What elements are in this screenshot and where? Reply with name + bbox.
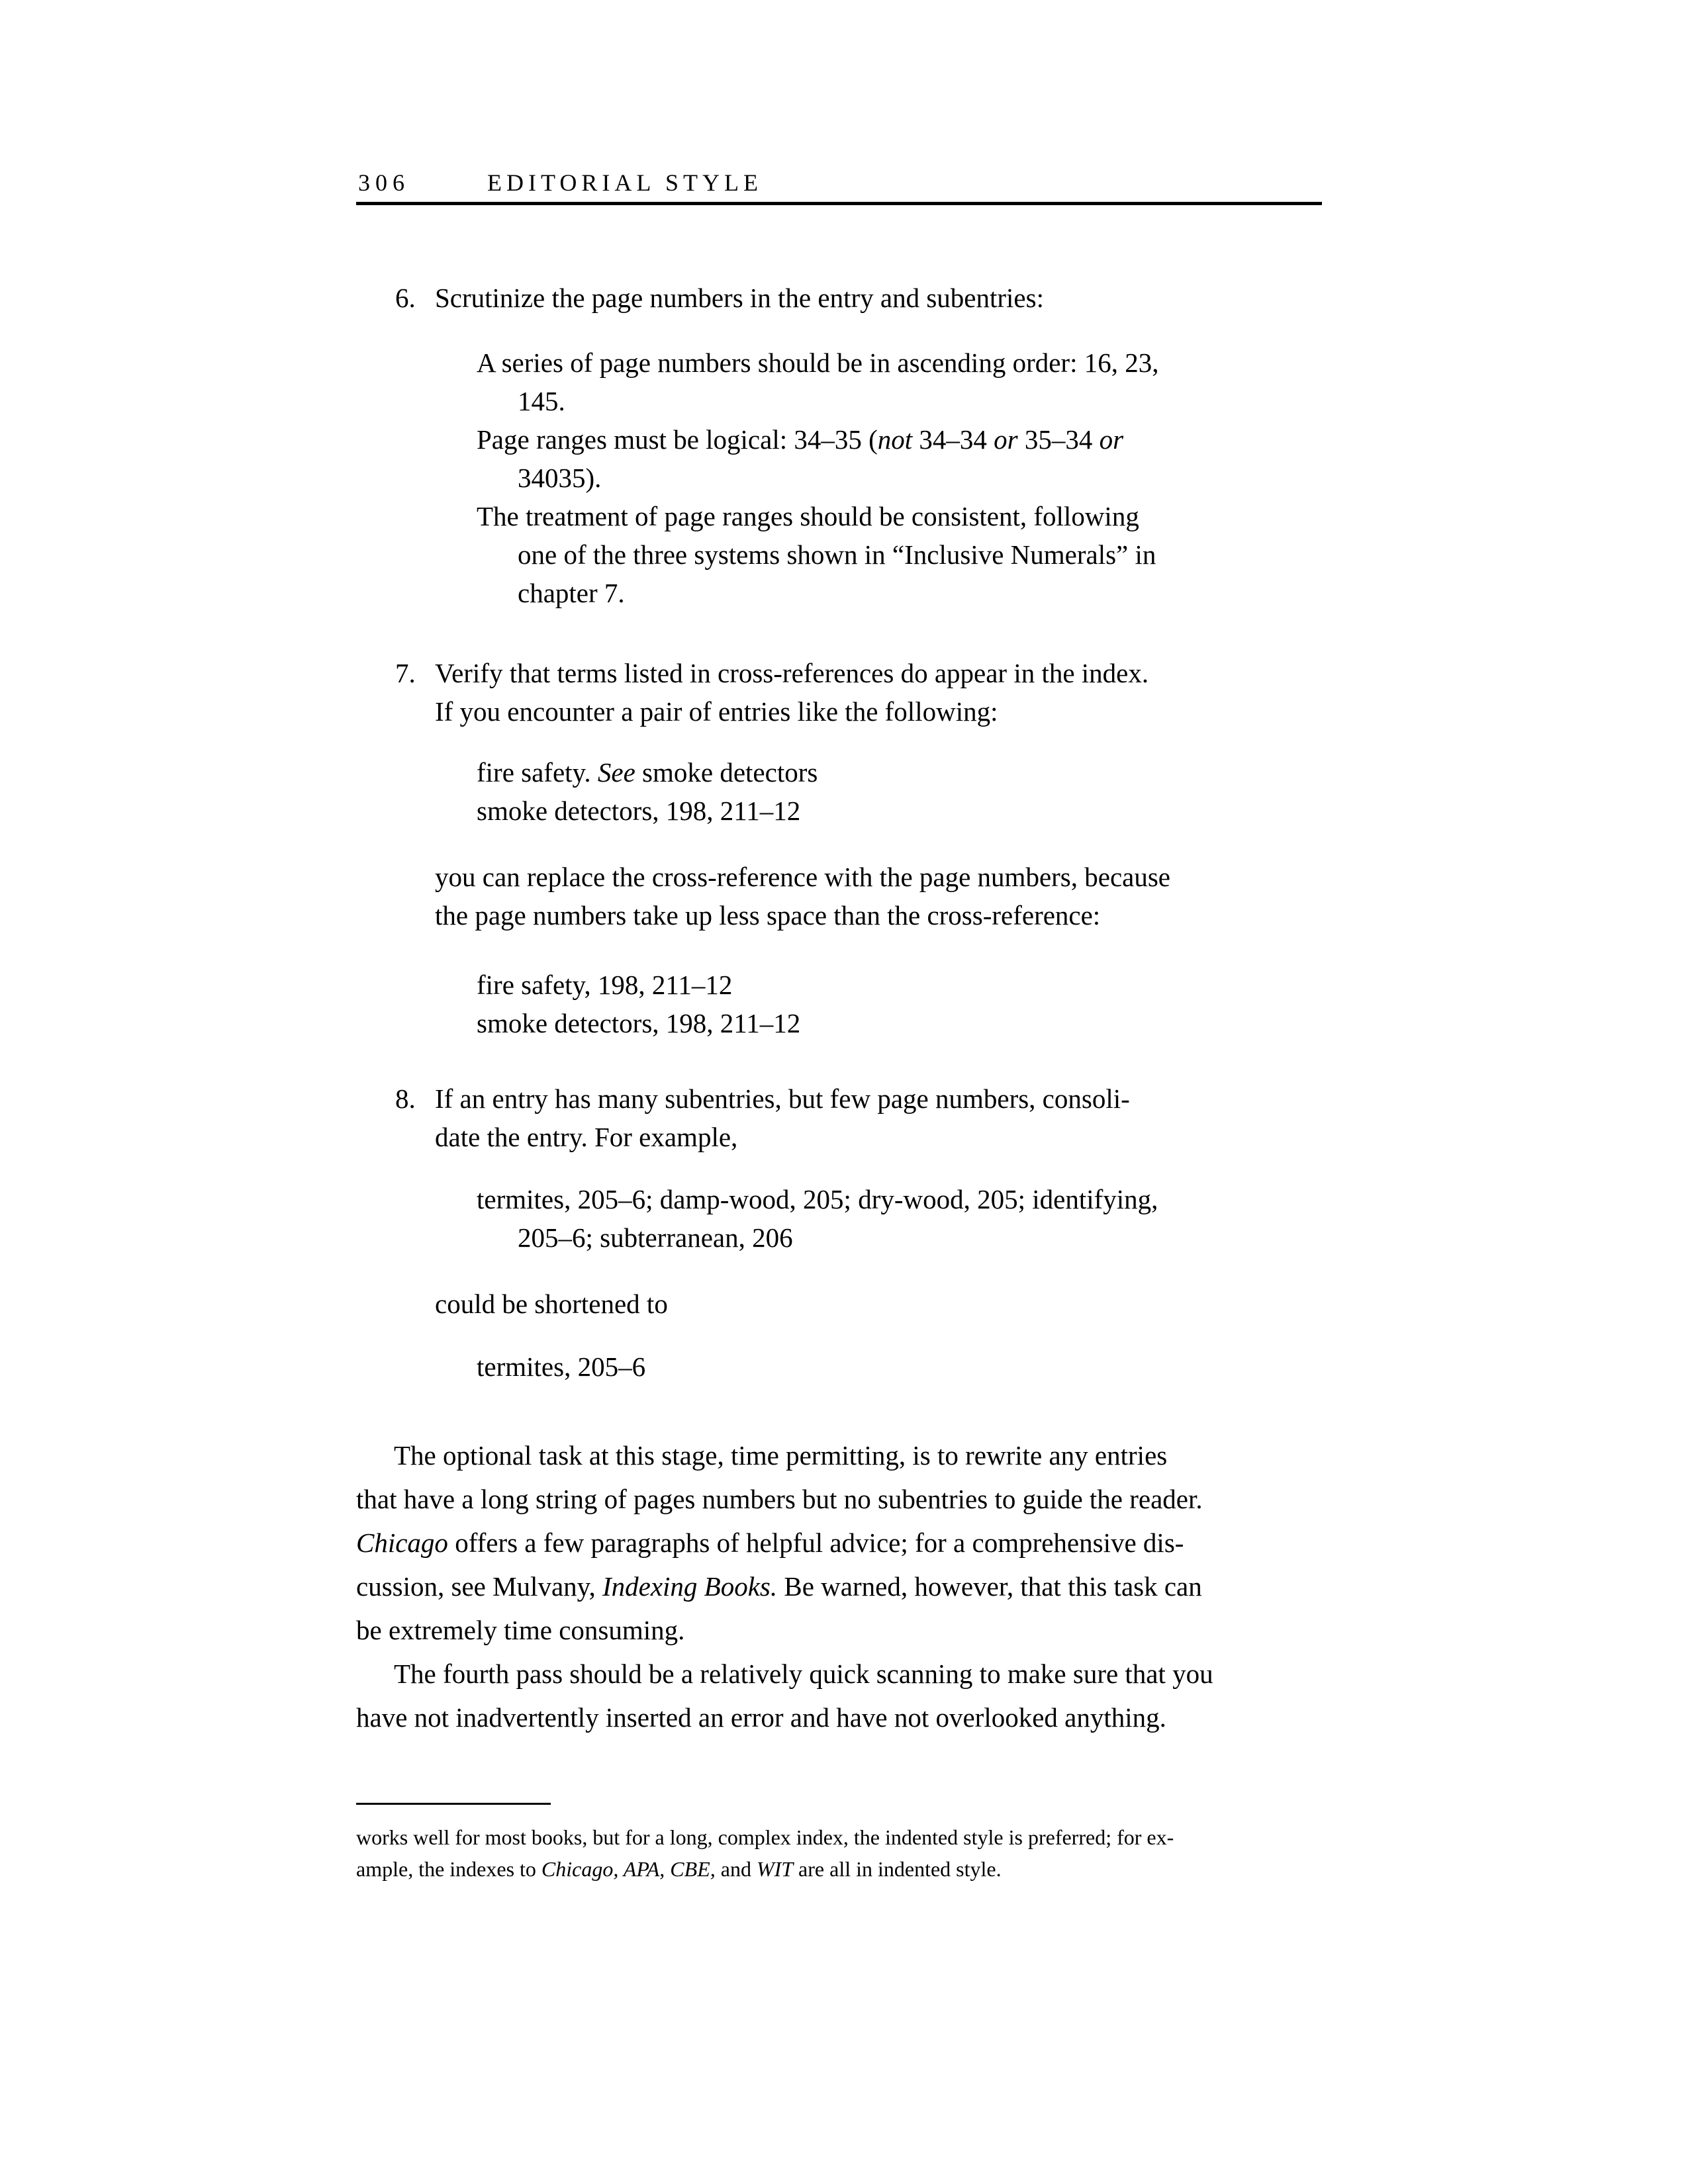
page-body (356, 279, 1322, 1885)
text-line (435, 1285, 1322, 1323)
text-line (477, 966, 1322, 1004)
example (356, 1347, 1322, 1386)
text-run: A series of page numbers should be in ascending order: 16, 23, (477, 347, 1159, 378)
text-run: date the entry. For example, (435, 1122, 738, 1152)
example (356, 753, 1322, 830)
item-text (356, 1285, 1322, 1323)
text-run: Scrutinize the page numbers in the entry and subentries: (435, 283, 1044, 313)
item-text (356, 858, 1322, 934)
text-run: smoke detectors, 198, 211–12 (477, 1008, 801, 1038)
italic-text: Chicago, APA, CBE, (541, 1857, 716, 1881)
italic-text: See (597, 757, 635, 788)
italic-text: WIT (756, 1857, 794, 1881)
text-run: fire safety, 198, 211–12 (477, 970, 733, 1000)
paragraph (356, 1433, 1322, 1652)
text-run: 34–34 (912, 424, 994, 455)
example (356, 343, 1322, 612)
text-run: The treatment of page ranges should be consistent, following (477, 501, 1139, 531)
text-line (518, 459, 1322, 497)
text-line (477, 420, 1322, 459)
text-line (477, 497, 1322, 535)
list-item (356, 279, 1322, 317)
text-run: fire safety. (477, 757, 598, 788)
text-run: smoke detectors, 198, 211–12 (477, 796, 801, 826)
list-item (356, 1079, 1322, 1156)
italic-text: or (1099, 424, 1124, 455)
example (356, 1180, 1322, 1257)
text-run: could be shortened to (435, 1289, 668, 1319)
list-item (356, 654, 1322, 731)
text-line (518, 1218, 1322, 1257)
text-line (477, 1180, 1322, 1218)
page-number: 306 (358, 169, 410, 196)
text-line (356, 1521, 1322, 1565)
italic-text: not (877, 424, 913, 455)
text-run: 35–34 (1017, 424, 1100, 455)
text-line (435, 692, 1322, 731)
text-run: Be warned, however, that this task can (777, 1571, 1202, 1602)
text-run: chapter 7. (518, 578, 625, 608)
text-line (477, 753, 1322, 792)
text-run: 34035). (518, 463, 602, 493)
text-line (477, 1347, 1322, 1386)
example (356, 966, 1322, 1042)
italic-text: Indexing Books. (602, 1571, 778, 1602)
text-line (435, 654, 1322, 692)
text-line (477, 1004, 1322, 1042)
text-line (518, 535, 1322, 574)
text-line (435, 279, 1322, 317)
text-line (477, 343, 1322, 382)
footnote-rule (356, 1803, 551, 1805)
header-rule (356, 202, 1322, 205)
italic-text: or (994, 424, 1018, 455)
text-run: works well for most books, but for a long, complex index, the indented style is preferred; for ex- (356, 1825, 1174, 1849)
text-line (435, 858, 1322, 896)
footnote-line (356, 1853, 1322, 1885)
text-run: Verify that terms listed in cross-references do appear in the index. (435, 658, 1149, 688)
text-run: 145. (518, 386, 565, 416)
footnote (356, 1821, 1322, 1885)
text-line (394, 1433, 1322, 1477)
paragraph (356, 1652, 1322, 1739)
text-run: are all in indented style. (793, 1857, 1002, 1881)
text-run: Page ranges must be logical: 34–35 ( (477, 424, 878, 455)
text-run: the page numbers take up less space than the cross-reference: (435, 900, 1101, 931)
text-run: The optional task at this stage, time permitting, is to rewrite any entries (394, 1440, 1168, 1471)
text-run: If you encounter a pair of entries like the following: (435, 696, 998, 727)
text-line (356, 1696, 1322, 1739)
text-line (435, 1079, 1322, 1118)
text-run: cussion, see Mulvany, (356, 1571, 602, 1602)
text-run: 205–6; subterranean, 206 (518, 1222, 793, 1253)
text-run: have not inadvertently inserted an error and have not overlooked anything. (356, 1702, 1166, 1733)
text-line (356, 1608, 1322, 1652)
text-run: ample, the indexes to (356, 1857, 541, 1881)
list-item-number: 8. (395, 1083, 416, 1114)
footnote-line (356, 1821, 1322, 1853)
text-run: offers a few paragraphs of helpful advice; for a comprehensive dis- (447, 1527, 1184, 1558)
text-run: smoke detectors (635, 757, 818, 788)
text-run: If an entry has many subentries, but few page numbers, consoli- (435, 1083, 1130, 1114)
text-line (394, 1652, 1322, 1696)
text-line (518, 574, 1322, 612)
text-line (435, 1118, 1322, 1156)
running-title: EDITORIAL STYLE (487, 169, 763, 196)
text-line (356, 1477, 1322, 1521)
italic-text: Chicago (356, 1527, 448, 1558)
list-item-number: 6. (395, 283, 416, 313)
text-run: The fourth pass should be a relatively quick scanning to make sure that you (394, 1659, 1213, 1689)
text-line (477, 792, 1322, 830)
list-item-number: 7. (395, 658, 416, 688)
text-line (518, 382, 1322, 420)
text-run: one of the three systems shown in “Inclusive Numerals” in (518, 539, 1156, 570)
text-line (435, 896, 1322, 934)
text-run: that have a long string of pages numbers but no subentries to guide the reader. (356, 1484, 1203, 1514)
text-run: termites, 205–6; damp-wood, 205; dry-wood, 205; identifying, (477, 1184, 1158, 1214)
text-run: termites, 205–6 (477, 1351, 646, 1382)
text-run: and (715, 1857, 757, 1881)
text-run: you can replace the cross-reference with the page numbers, because (435, 862, 1171, 892)
text-run: be extremely time consuming. (356, 1615, 685, 1645)
text-line (356, 1565, 1322, 1608)
